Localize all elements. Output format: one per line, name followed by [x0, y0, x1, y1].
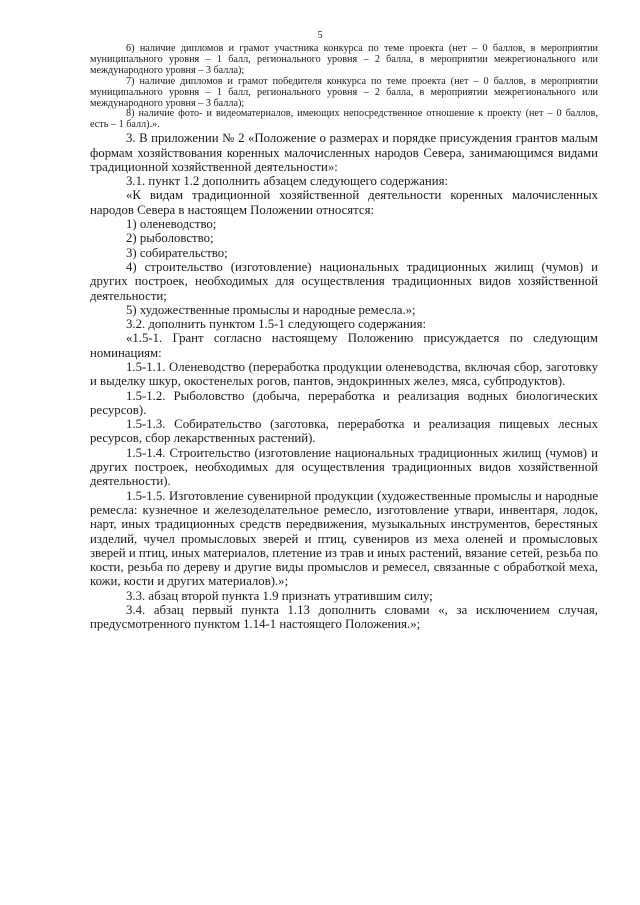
paragraph-3-2: 3.2. дополнить пунктом 1.5-1 следующего содержания: — [126, 317, 427, 332]
list-item-construction: 4) строительство (изготовление) национальных традиционных жилищ (чумов) и других построек, необходимых для осуществления традиционных видов хозяйственной деятельности; — [90, 259, 598, 303]
list-item-crafts: 5) художественные промыслы и народные ремесла.»; — [126, 302, 416, 317]
list-item-reindeer: 1) оленеводство; — [126, 217, 217, 232]
criterion-6: 6) наличие дипломов и грамот участника конкурса по теме проекта (нет – 0 баллов, в мероприятии муниципального уровня – 1 балл, регионального уровня – 2 балла, в мероприятии межрегионального или международного уровня – 3 балла); — [90, 43, 598, 76]
list-item-gathering: 3) собирательство; — [126, 245, 228, 260]
document-body — [90, 44, 598, 632]
criteria-list — [90, 44, 598, 131]
nomination-1-5-1-3: 1.5-1.3. Собирательство (заготовка, переработка и реализация пищевых лесных ресурсов, сбор лекарственных растений). — [90, 417, 598, 446]
criterion-7: 7) наличие дипломов и грамот победителя конкурса по теме проекта (нет – 0 баллов, в мероприятии муниципального уровня – 1 балл, регионального уровня – 2 балла, в мероприятии межрегионального или международного уровня – 3 балла); — [90, 75, 598, 109]
criterion-8: 8) наличие фото- и видеоматериалов, имеющих непосредственное отношение к проекту (нет – 0 баллов, есть – 1 балл).». — [90, 108, 598, 131]
page-number: 5 — [317, 30, 323, 41]
nomination-1-5-1-4: 1.5-1.4. Строительство (изготовление национальных традиционных жилищ (чумов) и других построек, необходимых для осуществления традиционных видов хозяйственной деятельности). — [90, 445, 598, 489]
amendments-text — [90, 131, 598, 631]
nomination-1-5-1-1: 1.5-1.1. Оленеводство (переработка продукции оленеводства, включая сбор, заготовку и выделку шкур, окостенелых рогов, пантов, эндокринных желез, мяса, субпродуктов). — [90, 360, 598, 389]
paragraph-1-5-1: «1.5-1. Грант согласно настоящему Положению присуждается по следующим номинациям: — [90, 331, 598, 360]
paragraph-3-4: 3.4. абзац первый пункта 1.13 дополнить словами «, за исключением случая, предусмотренного пунктом 1.14-1 настоящего Положения.»; — [90, 603, 598, 632]
paragraph-3: 3. В приложении № 2 «Положение о размерах и порядке присуждения грантов малым формам хозяйствования коренных малочисленных народов Севера, занимающимся видами традиционной хозяйственной деятельности»: — [90, 131, 598, 174]
paragraph-3-1: 3.1. пункт 1.2 дополнить абзацем следующего содержания: — [126, 174, 449, 189]
nomination-1-5-1-2: 1.5-1.2. Рыболовство (добыча, переработка и реализация водных биологических ресурсов). — [90, 388, 598, 417]
list-item-fishing: 2) рыболовство; — [126, 231, 214, 246]
paragraph-3-3: 3.3. абзац второй пункта 1.9 признать утратившим силу; — [126, 588, 433, 603]
nomination-1-5-1-5: 1.5-1.5. Изготовление сувенирной продукции (художественные промыслы и народные ремесла: кузнечное и железоделательное ремесло, изготовление утвари, инвентаря, лодок, нарт, иных традиционных средств передвижения, музыкальных инструментов, берестяных изделий, чучел промысловых зверей и птиц, сувениров из меха оленей и промысловых зверей и птиц, иных материалов, плетение из трав и иных растений, вязание сетей, резьба по кости, резьба по дереву и другие виды промыслов и ремесел, связанные с обработкой меха, кожи, кости и других материалов).»; — [90, 488, 598, 589]
paragraph-activity-types: «К видам традиционной хозяйственной деятельности коренных малочисленных народов Севера в настоящем Положении относятся: — [90, 188, 598, 217]
